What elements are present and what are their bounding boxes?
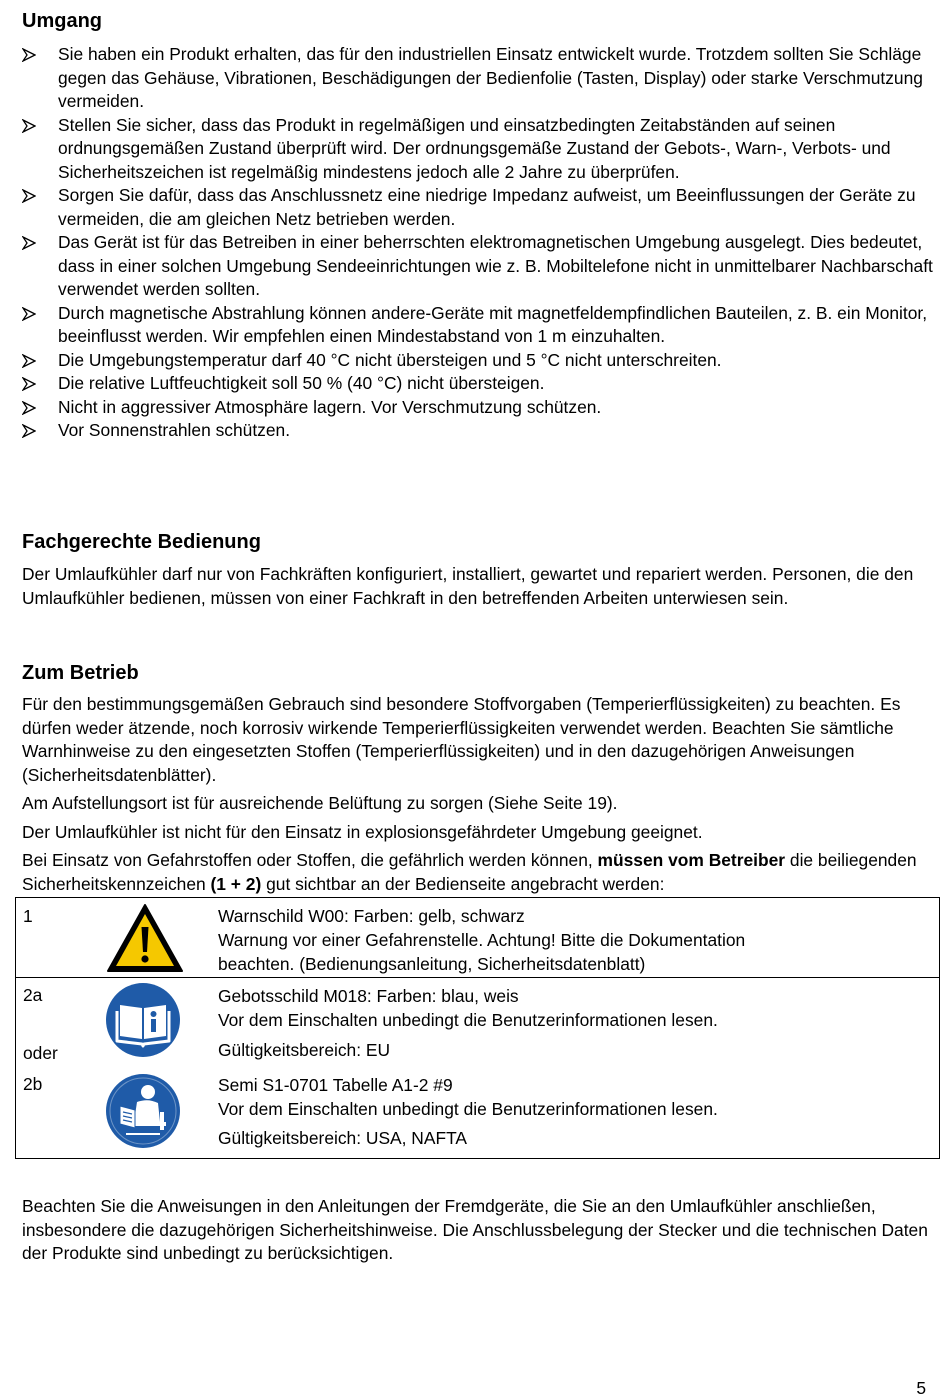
table-row (16, 898, 939, 978)
list-item (22, 419, 937, 443)
arrow-bullet-icon (22, 354, 36, 368)
symbol-description (218, 904, 918, 976)
paragraph: Beachten Sie die Anweisungen in den Anleitungen der Fremdgeräte, die Sie an den Umlaufkühler anschließen, insbesondere die dazugehörigen Sicherheitshinweise. Die Anschlussbelegung der Stecker und die technischen Daten der Produkte sind unbedingt zu berücksichtigen. (22, 1196, 928, 1263)
arrow-bullet-icon (22, 236, 36, 250)
warning-triangle-icon (106, 903, 184, 973)
description-line: Gültigkeitsbereich: USA, NAFTA (218, 1128, 468, 1148)
row-number: 2b (23, 1074, 43, 1094)
arrow-bullet-icon (22, 424, 36, 438)
bold-text-run: müssen vom Betreiber (597, 850, 786, 870)
list-item-text: Die relative Luftfeuchtigkeit soll 50 % (40 °C) nicht übersteigen. (58, 373, 545, 393)
text-run: die beiliegenden Sicherheitskennzeichen (22, 850, 917, 894)
list-item (22, 114, 937, 185)
symbol-description (218, 984, 918, 1062)
paragraph: Der Umlaufkühler darf nur von Fachkräften konfiguriert, installiert, gewartet und repariert werden. Personen, die den Umlaufkühler bedienen, müssen von einer Fachkraft in den betreffenden Arbeiten unterwiesen sein. (22, 564, 914, 608)
fachgerecht-paragraph (22, 563, 937, 610)
text-run: gut sichtbar an der Bedienseite angebracht werden: (261, 873, 665, 894)
or-label: oder (23, 1043, 58, 1063)
row-number: 2a (23, 985, 43, 1005)
table-row (16, 978, 939, 1158)
list-item (22, 184, 937, 231)
list-item-text: Die Umgebungstemperatur darf 40 °C nicht übersteigen und 5 °C nicht unterschreiten. (58, 349, 722, 370)
arrow-bullet-icon (22, 377, 36, 391)
safety-symbols-table (15, 897, 940, 1159)
arrow-bullet-icon (22, 48, 36, 62)
list-item-text: Durch magnetische Abstrahlung können andere-Geräte mit magnetfeldempfindlichen Bauteilen, z. B. ein Monitor, beeinflusst werden. Wir empfehlen einen Mindestabstand von 1 m einzuhalten. (58, 302, 928, 346)
list-item (22, 302, 937, 349)
betrieb-text-block (22, 693, 937, 896)
description-line: Warnschild W00: Farben: gelb, schwarz (218, 906, 525, 926)
list-item (22, 43, 937, 114)
description-line: Gültigkeitsbereich: EU (218, 1040, 391, 1060)
list-item-text: Das Gerät ist für das Betreiben in einer beherrschten elektromagnetischen Umgebung ausgelegt. Dies bedeutet, dass in einer solchen Umgebung Sendeeinrichtungen wie z. B. Mobiltelefone nicht in unmittelbarer Nachbarschaft verwendet werden sollten. (58, 232, 933, 299)
description-line: Vor dem Einschalten unbedingt die Benutzerinformationen lesen. (218, 1099, 718, 1119)
bold-text-run: (1 + 2) (210, 873, 262, 894)
list-item (22, 231, 937, 302)
list-item (22, 396, 937, 420)
description-line: Vor dem Einschalten unbedingt die Benutzerinformationen lesen. (218, 1010, 718, 1030)
umgang-bullet-list (22, 43, 937, 443)
description-line: Semi S1-0701 Tabelle A1-2 #9 (218, 1075, 453, 1095)
arrow-bullet-icon (22, 119, 36, 133)
symbol-description (218, 1073, 918, 1150)
user-reading-manual-icon (104, 1072, 182, 1150)
list-item-text: Vor Sonnenstrahlen schützen. (58, 420, 291, 440)
read-manual-icon (104, 981, 182, 1059)
list-item-text: Sorgen Sie dafür, dass das Anschlussnetz eine niedrige Impedanz aufweist, um Beeinflussungen der Geräte zu vermeiden, die am gleichen Netz betrieben werden. (58, 185, 916, 229)
list-item-text: Stellen Sie sicher, dass das Produkt in regelmäßigen und einsatzbedingten Zeitabständen auf seinen ordnungsgemäßen Zustand überprüft wird. Der ordnungsgemäße Zustand der Gebots-, Warn-, Verbots- und Sicherheitszeichen ist regelmäßig mindestens jedoch alle 2 Jahre zu überprüfen. (58, 114, 891, 182)
arrow-bullet-icon (22, 401, 36, 415)
paragraph: Der Umlaufkühler ist nicht für den Einsatz in explosionsgefährdeter Umgebung geeignet. (22, 821, 703, 842)
page-number: 5 (916, 1378, 926, 1398)
closing-paragraph (22, 1195, 937, 1266)
description-line: beachten. (Bedienungsanleitung, Sicherheitsdatenblatt) (218, 954, 646, 974)
list-item (22, 372, 937, 396)
arrow-bullet-icon (22, 307, 36, 321)
description-line: Warnung vor einer Gefahrenstelle. Achtung! Bitte die Dokumentation (218, 930, 746, 950)
section-heading-zum-betrieb: Zum Betrieb (22, 662, 139, 684)
paragraph (22, 849, 937, 896)
section-heading-umgang: Umgang (22, 10, 102, 32)
paragraph: Am Aufstellungsort ist für ausreichende Belüftung zu sorgen (Siehe Seite 19). (22, 793, 618, 813)
row-number: 1 (23, 906, 33, 926)
paragraph: Für den bestimmungsgemäßen Gebrauch sind besondere Stoffvorgaben (Temperierflüssigkeiten) zu beachten. Es dürfen weder ätzende, noch korrosiv wirkende Temperierflüssigkeiten verwendet werden. Beachten Sie sämtliche Warnhinweise zu den eingesetzten Stoffen (Temperierflüssigkeiten) und in den dazugehörigen Anweisungen (Sicherheitsdatenblätter). (22, 694, 901, 785)
description-line: Gebotsschild M018: Farben: blau, weis (218, 986, 519, 1006)
arrow-bullet-icon (22, 189, 36, 203)
list-item (22, 349, 937, 373)
list-item-text: Nicht in aggressiver Atmosphäre lagern. Vor Verschmutzung schützen. (58, 396, 602, 417)
list-item-text: Sie haben ein Produkt erhalten, das für den industriellen Einsatz entwickelt wurde. Trotzdem sollten Sie Schläge gegen das Gehäuse, Vibrationen, Beschädigungen der Bedienfolie (Tasten, Display) oder starke Verschmutzung vermeiden. (58, 44, 923, 111)
section-heading-fachgerechte-bedienung: Fachgerechte Bedienung (22, 531, 261, 553)
text-run: Bei Einsatz von Gefahrstoffen oder Stoffen, die gefährlich werden können, (22, 850, 598, 870)
